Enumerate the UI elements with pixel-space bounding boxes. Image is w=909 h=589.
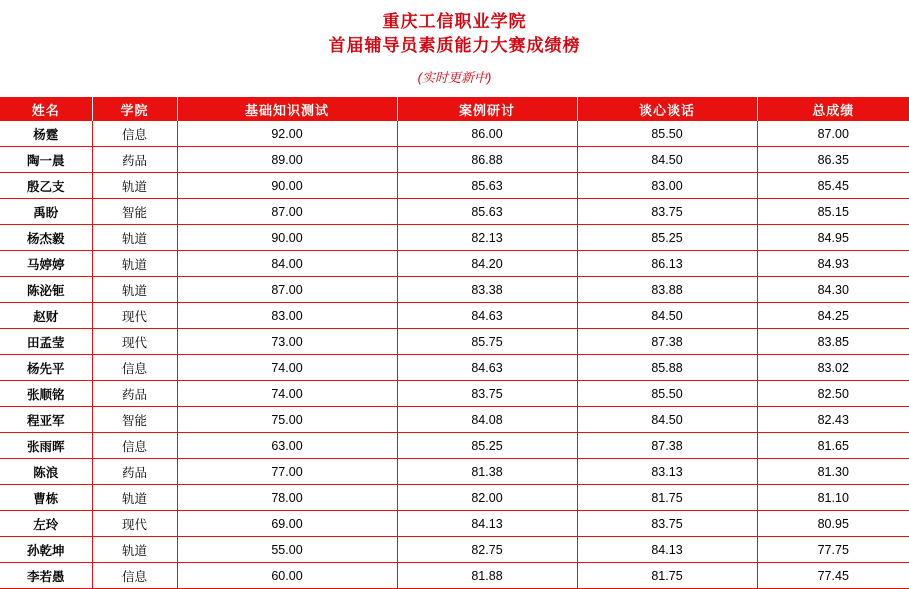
table-row — [0, 511, 909, 537]
cell-college: 信息 — [92, 355, 177, 381]
cell-case-study: 82.13 — [397, 225, 577, 251]
table-row — [0, 199, 909, 225]
cell-case-study: 81.88 — [397, 563, 577, 589]
table-header — [0, 97, 909, 121]
column-header-basic-test: 基础知识测试 — [177, 97, 397, 121]
cell-heart-talk: 85.88 — [577, 355, 757, 381]
cell-total-score: 77.45 — [757, 563, 909, 589]
cell-heart-talk: 83.75 — [577, 511, 757, 537]
cell-college: 轨道 — [92, 485, 177, 511]
cell-heart-talk: 81.75 — [577, 563, 757, 589]
cell-total-score: 80.95 — [757, 511, 909, 537]
cell-heart-talk: 84.50 — [577, 407, 757, 433]
table-row — [0, 433, 909, 459]
table-row — [0, 251, 909, 277]
column-header-college: 学院 — [92, 97, 177, 121]
cell-college: 信息 — [92, 121, 177, 147]
cell-name: 张雨晖 — [0, 433, 92, 459]
cell-case-study: 84.08 — [397, 407, 577, 433]
table-row — [0, 355, 909, 381]
cell-name: 马婷婷 — [0, 251, 92, 277]
cell-basic-test: 55.00 — [177, 537, 397, 563]
cell-college: 轨道 — [92, 251, 177, 277]
cell-basic-test: 78.00 — [177, 485, 397, 511]
cell-heart-talk: 87.38 — [577, 329, 757, 355]
cell-name: 殷乙支 — [0, 173, 92, 199]
cell-heart-talk: 86.13 — [577, 251, 757, 277]
cell-case-study: 85.63 — [397, 199, 577, 225]
cell-name: 陈泌钷 — [0, 277, 92, 303]
cell-case-study: 83.38 — [397, 277, 577, 303]
cell-college: 现代 — [92, 329, 177, 355]
cell-total-score: 81.30 — [757, 459, 909, 485]
cell-basic-test: 63.00 — [177, 433, 397, 459]
cell-basic-test: 75.00 — [177, 407, 397, 433]
cell-basic-test: 84.00 — [177, 251, 397, 277]
cell-basic-test: 74.00 — [177, 381, 397, 407]
table-row — [0, 381, 909, 407]
table-row — [0, 225, 909, 251]
page-title-line1: 重庆工信职业学院 — [382, 12, 527, 31]
cell-total-score: 77.75 — [757, 537, 909, 563]
cell-heart-talk: 85.25 — [577, 225, 757, 251]
table-row — [0, 121, 909, 147]
cell-heart-talk: 83.13 — [577, 459, 757, 485]
cell-name: 孙乾坤 — [0, 537, 92, 563]
cell-name: 曹栋 — [0, 485, 92, 511]
cell-college: 信息 — [92, 563, 177, 589]
column-header-total-score: 总成绩 — [757, 97, 909, 121]
table-body — [0, 121, 909, 589]
cell-total-score: 85.45 — [757, 173, 909, 199]
cell-heart-talk: 83.88 — [577, 277, 757, 303]
cell-name: 李若愚 — [0, 563, 92, 589]
table-row — [0, 173, 909, 199]
table-row — [0, 563, 909, 589]
cell-name: 杨先平 — [0, 355, 92, 381]
cell-college: 药品 — [92, 147, 177, 173]
cell-case-study: 84.63 — [397, 303, 577, 329]
page-subtitle: (实时更新中) — [417, 70, 492, 85]
cell-name: 杨杰毅 — [0, 225, 92, 251]
cell-basic-test: 73.00 — [177, 329, 397, 355]
cell-college: 现代 — [92, 511, 177, 537]
cell-case-study: 84.63 — [397, 355, 577, 381]
cell-college: 轨道 — [92, 277, 177, 303]
cell-basic-test: 60.00 — [177, 563, 397, 589]
cell-name: 赵财 — [0, 303, 92, 329]
table-row — [0, 329, 909, 355]
cell-case-study: 86.88 — [397, 147, 577, 173]
cell-college: 智能 — [92, 407, 177, 433]
cell-basic-test: 90.00 — [177, 225, 397, 251]
table-row — [0, 537, 909, 563]
cell-total-score: 84.95 — [757, 225, 909, 251]
cell-name: 田孟莹 — [0, 329, 92, 355]
page-header — [0, 0, 909, 88]
cell-heart-talk: 85.50 — [577, 121, 757, 147]
cell-total-score: 83.85 — [757, 329, 909, 355]
cell-total-score: 84.25 — [757, 303, 909, 329]
table-row — [0, 303, 909, 329]
page-title-line2: 首届辅导员素质能力大赛成绩榜 — [328, 36, 581, 55]
cell-college: 智能 — [92, 199, 177, 225]
cell-case-study: 82.00 — [397, 485, 577, 511]
cell-case-study: 84.20 — [397, 251, 577, 277]
cell-college: 轨道 — [92, 537, 177, 563]
cell-college: 药品 — [92, 459, 177, 485]
cell-total-score: 81.10 — [757, 485, 909, 511]
cell-college: 轨道 — [92, 225, 177, 251]
table-row — [0, 407, 909, 433]
cell-total-score: 86.35 — [757, 147, 909, 173]
column-header-heart-talk: 谈心谈话 — [577, 97, 757, 121]
cell-basic-test: 89.00 — [177, 147, 397, 173]
cell-name: 陈浪 — [0, 459, 92, 485]
cell-name: 杨霆 — [0, 121, 92, 147]
cell-total-score: 83.02 — [757, 355, 909, 381]
cell-heart-talk: 83.00 — [577, 173, 757, 199]
score-table — [0, 97, 909, 589]
column-header-name: 姓名 — [0, 97, 92, 121]
cell-total-score: 82.50 — [757, 381, 909, 407]
cell-college: 轨道 — [92, 173, 177, 199]
table-row — [0, 459, 909, 485]
cell-heart-talk: 85.50 — [577, 381, 757, 407]
cell-college: 现代 — [92, 303, 177, 329]
cell-case-study: 85.63 — [397, 173, 577, 199]
cell-heart-talk: 87.38 — [577, 433, 757, 459]
cell-total-score: 84.30 — [757, 277, 909, 303]
cell-basic-test: 83.00 — [177, 303, 397, 329]
cell-name: 程亚军 — [0, 407, 92, 433]
cell-basic-test: 69.00 — [177, 511, 397, 537]
cell-case-study: 83.75 — [397, 381, 577, 407]
column-header-case-study: 案例研讨 — [397, 97, 577, 121]
cell-heart-talk: 84.50 — [577, 303, 757, 329]
cell-heart-talk: 84.13 — [577, 537, 757, 563]
table-header-row — [0, 97, 909, 121]
cell-basic-test: 87.00 — [177, 199, 397, 225]
cell-case-study: 85.25 — [397, 433, 577, 459]
cell-heart-talk: 83.75 — [577, 199, 757, 225]
cell-basic-test: 87.00 — [177, 277, 397, 303]
cell-case-study: 84.13 — [397, 511, 577, 537]
cell-case-study: 85.75 — [397, 329, 577, 355]
cell-total-score: 84.93 — [757, 251, 909, 277]
cell-case-study: 81.38 — [397, 459, 577, 485]
cell-basic-test: 74.00 — [177, 355, 397, 381]
cell-heart-talk: 81.75 — [577, 485, 757, 511]
cell-heart-talk: 84.50 — [577, 147, 757, 173]
table-row — [0, 277, 909, 303]
cell-total-score: 85.15 — [757, 199, 909, 225]
cell-name: 禹盼 — [0, 199, 92, 225]
cell-case-study: 86.00 — [397, 121, 577, 147]
cell-total-score: 81.65 — [757, 433, 909, 459]
cell-total-score: 87.00 — [757, 121, 909, 147]
cell-basic-test: 92.00 — [177, 121, 397, 147]
cell-basic-test: 90.00 — [177, 173, 397, 199]
cell-name: 陶一晨 — [0, 147, 92, 173]
cell-name: 左玲 — [0, 511, 92, 537]
cell-total-score: 82.43 — [757, 407, 909, 433]
table-row — [0, 147, 909, 173]
cell-case-study: 82.75 — [397, 537, 577, 563]
cell-basic-test: 77.00 — [177, 459, 397, 485]
cell-name: 张顺铭 — [0, 381, 92, 407]
cell-college: 信息 — [92, 433, 177, 459]
cell-college: 药品 — [92, 381, 177, 407]
